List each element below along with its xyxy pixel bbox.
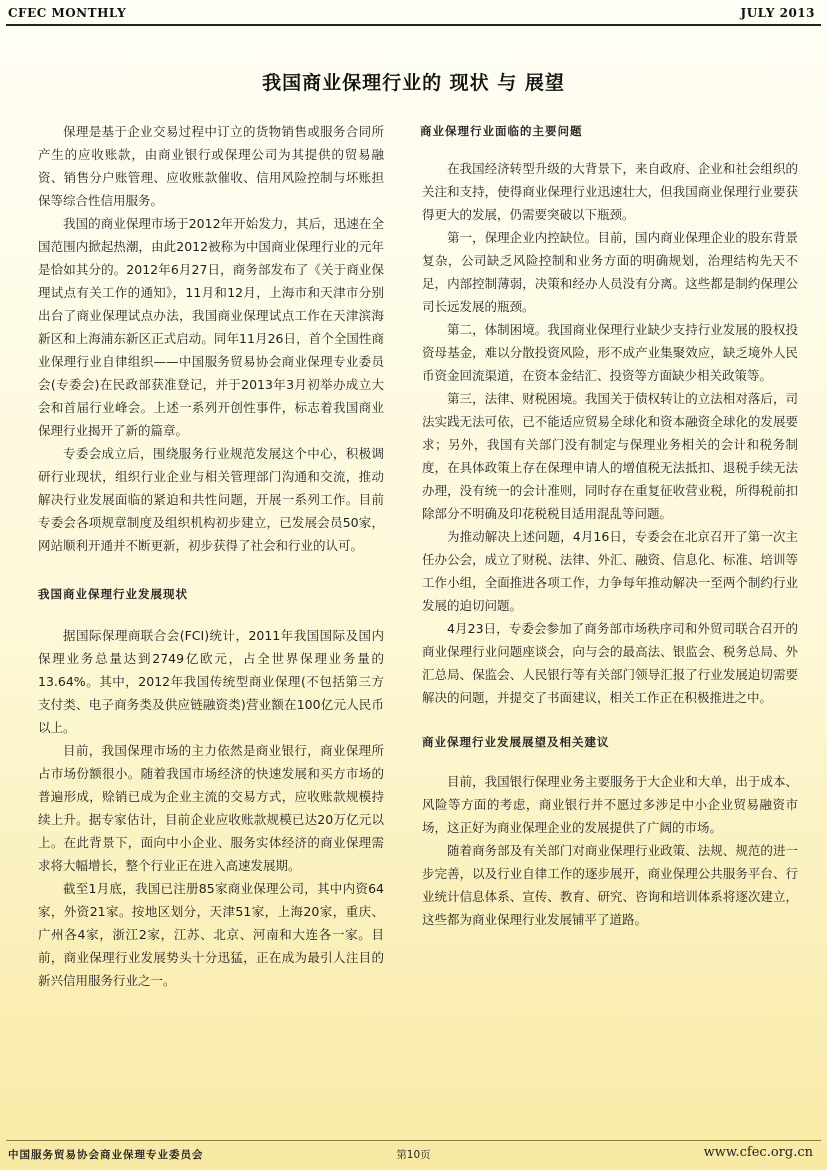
left-column xyxy=(38,120,384,992)
magazine-name: CFEC MONTHLY xyxy=(8,6,127,20)
article-title: 我国商业保理行业的 现状 与 展望 xyxy=(262,72,565,94)
paragraph: 目前，我国银行保理业务主要服务于大企业和大单，出于成本、风险等方面的考虑，商业银行并不愿过多涉足中小企业贸易融资市场，这正好为商业保理企业的发展提供了广阔的市场。 xyxy=(422,774,798,835)
right-column xyxy=(422,120,798,931)
paragraph: 专委会成立后，围绕服务行业规范发展这个中心，积极调研行业现状，组织行业企业与相关管理部门沟通和交流，推动解决行业发展面临的紧迫和共性问题，开展一系列工作。目前专委会各项规章制度及组织机构初步建立，已发展会员50家，网站顺利开通并不断更新，初步获得了社会和行业的认可。 xyxy=(38,446,384,553)
website-url[interactable]: www.cfec.org.cn xyxy=(703,1145,813,1160)
footer-rule xyxy=(6,1140,821,1141)
paragraph: 第一，保理企业内控缺位。目前，国内商业保理企业的股东背景复杂，公司缺乏风险控制和业务方面的明确规划，治理结构先天不足，内部控制薄弱，决策和经办人员没有分离。这些都是制约保理公司长远发展的瓶颈。 xyxy=(422,230,798,314)
paragraph: 据国际保理商联合会(FCI)统计，2011年我国国际及国内保理业务总量达到2749亿欧元，占全世界保理业务量的13.64%。其中，2012年我国传统型商业保理(不包括第三方支付类、电子商务类及供应链融资类)营业额在100亿元人民币以上。 xyxy=(38,628,384,735)
issue-date: JULY 2013 xyxy=(740,6,815,20)
paragraph: 第二，体制困境。我国商业保理行业缺少支持行业发展的股权投资母基金，难以分散投资风险，形不成产业集聚效应，缺乏境外人民币资金回流渠道，在资本金结汇、投资等方面缺少相关政策等。 xyxy=(422,322,798,383)
paragraph: 随着商务部及有关部门对商业保理行业政策、法规、规范的进一步完善，以及行业自律工作的逐步展开，商业保理公共服务平台、行业统计信息体系、宣传、教育、研究、咨询和培训体系将逐次建立，这些都为商业保理行业发展铺平了道路。 xyxy=(422,843,798,927)
header-rule xyxy=(6,24,821,26)
paragraph: 保理是基于企业交易过程中订立的货物销售或服务合同所产生的应收账款，由商业银行或保理公司为其提供的贸易融资、销售分户账管理、应收账款催收、信用风险控制与坏账担保等综合性信用服务。 xyxy=(38,124,384,208)
section-heading: 商业保理行业发展展望及相关建议 xyxy=(422,735,610,749)
paragraph: 在我国经济转型升级的大背景下，来自政府、企业和社会组织的关注和支持，使得商业保理行业迅速壮大，但我国商业保理行业要获得更大的发展，仍需要突破以下瓶颈。 xyxy=(422,161,798,222)
paragraph: 第三，法律、财税困境。我国关于债权转让的立法相对落后，司法实践无法可依，已不能适应贸易全球化和资本融资全球化的发展要求；另外，我国有关部门没有制定与保理业务相关的会计和税务制度，在具体政策上存在保理申请人的增值税无法抵扣、退税手续无法办理，没有统一的会计准则，同时存在重复征收营业税，所得税前扣除部分不明确及印花税税目适用混乱等问题。 xyxy=(422,391,798,521)
page-number: 第10页 xyxy=(396,1149,431,1161)
paragraph: 4月23日，专委会参加了商务部市场秩序司和外贸司联合召开的商业保理行业问题座谈会，向与会的最高法、银监会、税务总局、外汇总局、保监会、人民银行等有关部门领导汇报了行业发展迫切需要解决的问题，并提交了书面建议，相关工作正在积极推进之中。 xyxy=(422,621,798,705)
section-heading: 我国商业保理行业发展现状 xyxy=(38,587,188,601)
paragraph: 我国的商业保理市场于2012年开始发力，其后，迅速在全国范围内掀起热潮，由此2012被称为中国商业保理行业的元年是恰如其分的。2012年6月27日，商务部发布了《关于商业保理试点有关工作的通知》，11月和12月，上海市和天津市分别出台了商业保理试点办法，我国商业保理试点工作在天津滨海新区和上海浦东新区正式启动。同年11月26日，首个全国性商业保理行业自律组织——中国服务贸易协会商业保理专业委员会(专委会)在民政部获准登记，并于2013年3月初举办成立大会和首届行业峰会。上述一系列开创性事件，标志着我国商业保理行业揭开了新的篇章。 xyxy=(38,216,384,438)
paragraph: 目前，我国保理市场的主力依然是商业银行，商业保理所占市场份额很小。随着我国市场经济的快速发展和买方市场的普遍形成，赊销已成为企业主流的交易方式，应收账款规模持续上升。据专家估计，目前企业应收账款规模已达20万亿元以上。在此背景下，面向中小企业、服务实体经济的商业保理需求将大幅增长，整个行业正在进入高速发展期。 xyxy=(38,743,384,873)
section-heading: 商业保理行业面临的主要问题 xyxy=(420,124,583,138)
publisher-name: 中国服务贸易协会商业保理专业委员会 xyxy=(8,1149,204,1161)
paragraph: 截至1月底，我国已注册85家商业保理公司，其中内资64家，外资21家。按地区划分，天津51家，上海20家，重庆、广州各4家，浙江2家，江苏、北京、河南和大连各一家。目前，商业保理行业发展势头十分迅猛，正在成为最引人注目的新兴信用服务行业之一。 xyxy=(38,881,384,988)
paragraph: 为推动解决上述问题，4月16日，专委会在北京召开了第一次主任办公会，成立了财税、法律、外汇、融资、信息化、标准、培训等工作小组，全面推进各项工作，力争每年推动解决一至两个制约行业发展的迫切问题。 xyxy=(422,529,798,613)
